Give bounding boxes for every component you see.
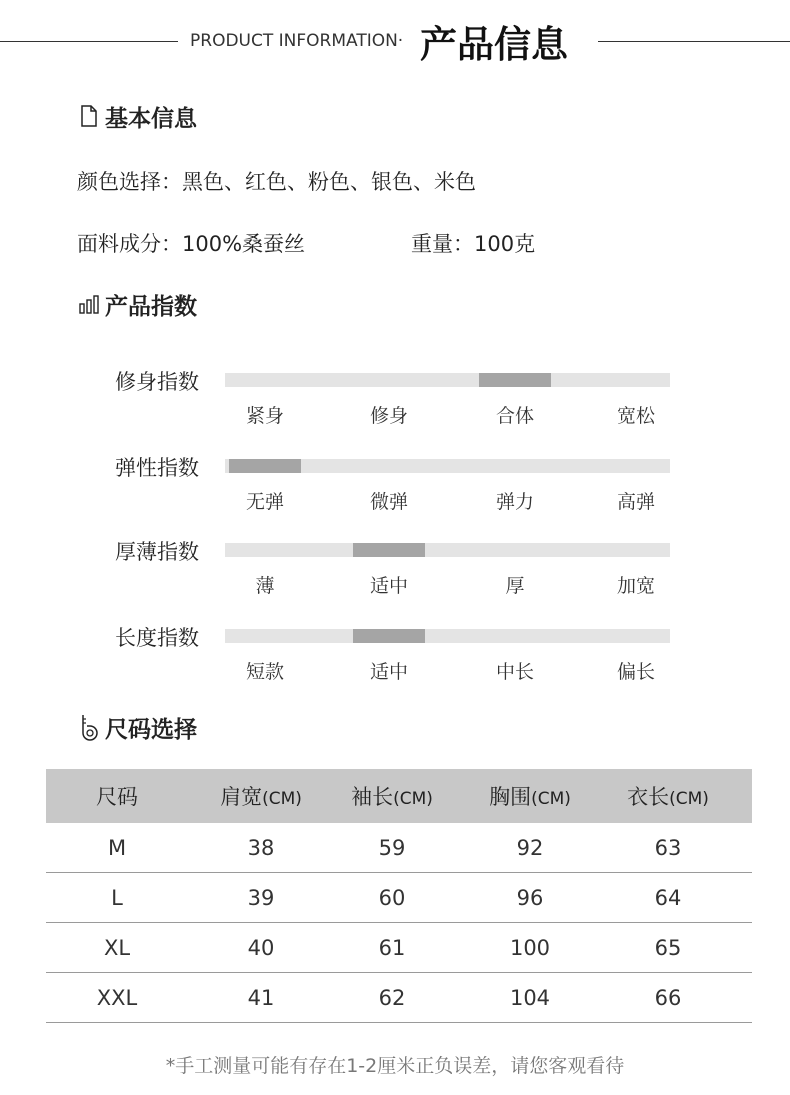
index-bar-track <box>225 629 670 643</box>
bar-chart-icon <box>78 292 100 316</box>
measurement-cell: 66 <box>654 985 682 1010</box>
section-heading: 尺码选择 <box>105 716 197 743</box>
index-label: 修身指数 <box>115 370 199 394</box>
index-option: 紧身 <box>245 405 284 427</box>
table-row <box>46 923 752 973</box>
section-heading: 基本信息 <box>105 105 197 132</box>
column-header <box>46 781 188 811</box>
section-product-indices <box>78 289 197 319</box>
measurement-cell: 41 <box>247 985 275 1010</box>
measurement-cell: 92 <box>516 835 544 860</box>
material-line: 面料成分：100%桑蚕丝 <box>77 232 306 256</box>
index-bar-fill <box>229 459 301 473</box>
measurement-cell: 104 <box>509 985 551 1010</box>
measurement-cell: 65 <box>654 935 682 960</box>
column-header-label: 衣长 <box>627 785 670 809</box>
size-cell: L <box>111 885 123 910</box>
document-icon <box>78 104 100 128</box>
column-header-label: 肩宽 <box>220 785 263 809</box>
size-table-header <box>46 769 752 823</box>
index-option: 微弹 <box>369 491 408 513</box>
header-line-right <box>598 41 790 42</box>
measurement-note: *手工测量可能有存在1-2厘米正负误差，请您客观看待 <box>165 1055 625 1077</box>
measurement-cell: 59 <box>378 835 406 860</box>
index-option: 无弹 <box>245 491 284 513</box>
section-size-selection <box>78 712 197 742</box>
weight-line: 重量：100克 <box>411 232 536 256</box>
index-option: 厚 <box>505 575 525 597</box>
measurement-cell: 40 <box>247 935 275 960</box>
column-header <box>334 781 450 811</box>
index-option: 加宽 <box>616 575 655 597</box>
measurement-cell: 63 <box>654 835 682 860</box>
header-english-title: PRODUCT INFORMATION· <box>190 31 404 51</box>
measurement-cell: 96 <box>516 885 544 910</box>
header-line-left <box>0 41 178 42</box>
index-option: 短款 <box>245 661 284 683</box>
header-chinese-title: 产品信息 <box>420 23 568 66</box>
column-header <box>450 781 610 811</box>
section-heading: 产品指数 <box>105 293 197 320</box>
size-cell: XXL <box>96 985 138 1010</box>
index-option: 合体 <box>495 405 534 427</box>
index-option: 修身 <box>369 405 408 427</box>
index-option: 偏长 <box>616 661 655 683</box>
measurement-cell: 39 <box>247 885 275 910</box>
measurement-cell: 62 <box>378 985 406 1010</box>
index-option: 适中 <box>369 575 408 597</box>
column-header-unit: (CM) <box>531 789 571 809</box>
index-option: 宽松 <box>616 405 655 427</box>
column-header-label: 袖长 <box>351 785 394 809</box>
column-header-label: 胸围 <box>489 785 532 809</box>
color-options-line: 颜色选择：黑色、红色、粉色、银色、米色 <box>77 170 476 194</box>
column-header-unit: (CM) <box>669 789 709 809</box>
size-cell: XL <box>103 935 131 960</box>
measurement-cell: 60 <box>378 885 406 910</box>
index-bar-track <box>225 373 670 387</box>
index-bar-track <box>225 543 670 557</box>
index-bar-track <box>225 459 670 473</box>
index-option: 高弹 <box>616 491 655 513</box>
index-option: 中长 <box>495 661 534 683</box>
measurement-cell: 61 <box>378 935 406 960</box>
column-header <box>188 781 334 811</box>
size-table-body <box>46 823 752 1023</box>
index-label: 厚薄指数 <box>115 540 199 564</box>
index-option: 弹力 <box>495 491 534 513</box>
measuring-tape-icon <box>78 715 100 739</box>
index-bar-fill <box>353 543 425 557</box>
table-row <box>46 973 752 1023</box>
measurement-cell: 100 <box>509 935 551 960</box>
size-table <box>46 769 752 1023</box>
column-header-unit: (CM) <box>393 789 433 809</box>
column-header-unit: (CM) <box>262 789 302 809</box>
measurement-cell: 38 <box>247 835 275 860</box>
column-header <box>610 781 726 811</box>
section-basic-info <box>78 101 197 131</box>
index-bar-fill <box>479 373 551 387</box>
table-row <box>46 823 752 873</box>
index-option: 薄 <box>255 575 275 597</box>
size-cell: M <box>107 835 127 860</box>
measurement-cell: 64 <box>654 885 682 910</box>
index-label: 弹性指数 <box>115 456 199 480</box>
column-header-label: 尺码 <box>96 785 138 809</box>
table-row <box>46 873 752 923</box>
index-label: 长度指数 <box>115 626 199 650</box>
index-bar-fill <box>353 629 425 643</box>
index-option: 适中 <box>369 661 408 683</box>
